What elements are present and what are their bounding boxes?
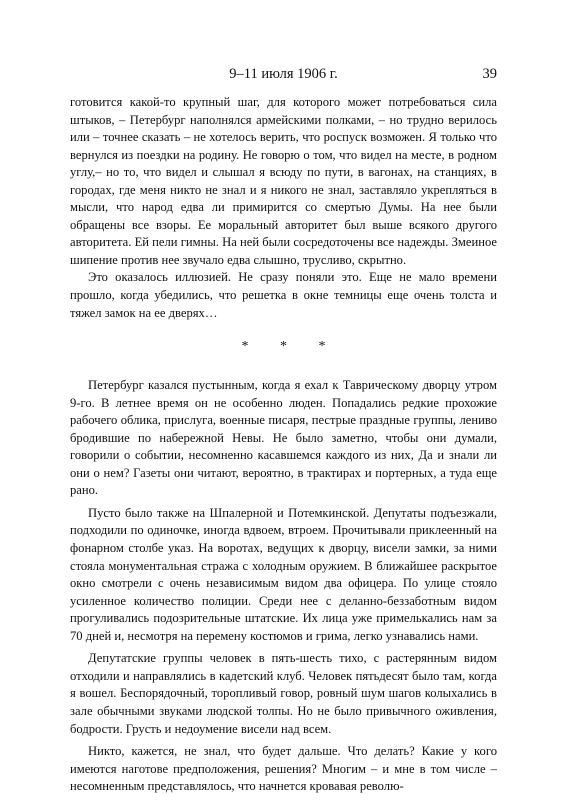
book-page [70, 64, 497, 796]
section-separator: * * * [241, 339, 340, 355]
running-header [70, 64, 497, 86]
page-number: 39 [482, 66, 497, 82]
paragraph: Депутатские группы человек в пять-шесть тихо, с растерянным видом отходили и направлялись в кадетский клуб. Человек пятьдесят было там, когда я вошел. Беспорядочный, торопливый говор, ровный шум шагов колыхались в зале обычными звуками людской толпы. Но не было привычного оживления, бодрости. Грусть и недоумение висели над всем. [70, 651, 497, 736]
paragraph-continued: готовится какой-то крупный шаг, для которого может потребоваться сила штыков, – Петербург наполнялся армейскими полками, – но трудно верилось или – точнее сказать – не хотелось верить, что роспуск возможен. Я только что вернулся из поездки на родину. Не говорю о том, что видел на месте, в родном углу,– но то, что видел и слышал я всюду по пути, в вагонах, на станциях, в городах, где меня никто не знал и я никого не знал, заставляло укрепляться в мысли, что народ едва ли примирится со смертью Думы. На нее были обращены все взоры. Ее моральный авторитет был выше всякого другого авторитета. Ей пели гимны. На ней были сосредоточены все надежды. Змеиное шипение против нее звучало едва слышно, трусливо, скрытно. [70, 95, 497, 267]
page-body [70, 94, 497, 796]
paragraph: Петербург казался пустынным, когда я ехал к Таврическому дворцу утром 9-го. В летнее время он не особенно люден. Попадались редкие прохожие рабочего облика, прислуга, военные писаря, пестрые праздные группы, лениво бродившие по набережной Невы. Не было заметно, чтобы они думали, говорили о событии, несомненно касавшемся каждого из них, Да и знали ли они о нем? Газеты они читают, вероятно, в трактирах и портерных, а туда еще рано. [70, 378, 497, 498]
paragraph: Никто, кажется, не знал, что будет дальше. Что делать? Какие у кого имеются наготове предположения, решения? Многим – и мне в том числе – несомненным представлялось, что начнется кровавая револю- [70, 744, 497, 794]
paragraph: Это оказалось иллюзией. Не сразу поняли это. Еще не мало времени прошло, когда убедились, что решетка в окне темницы еще очень толста и тяжел замок на ее дверях… [70, 270, 497, 320]
paragraph: Пусто было также на Шпалерной и Потемкинской. Депутаты подъезжали, подходили по одиночке, иногда вдвоем, втроем. Прочитывали приклеенный на фонарном столбе указ. На воротах, ведущих к дворцу, висели замки, за ними стояла монументальная стража с холодным оружием. В ближайшее раскрытое окно смотрели с очень независимым видом два офицера. По улице стояло усиленное количество полиции. Среди нее с деланно-беззаботным видом прогуливались подозрительные штатские. Их лица уже примелькались нам за 70 дней и, несмотря на перемену костюмов и грима, легко узнавались нами. [70, 505, 497, 643]
running-title: 9–11 июля 1906 г. [229, 66, 338, 82]
